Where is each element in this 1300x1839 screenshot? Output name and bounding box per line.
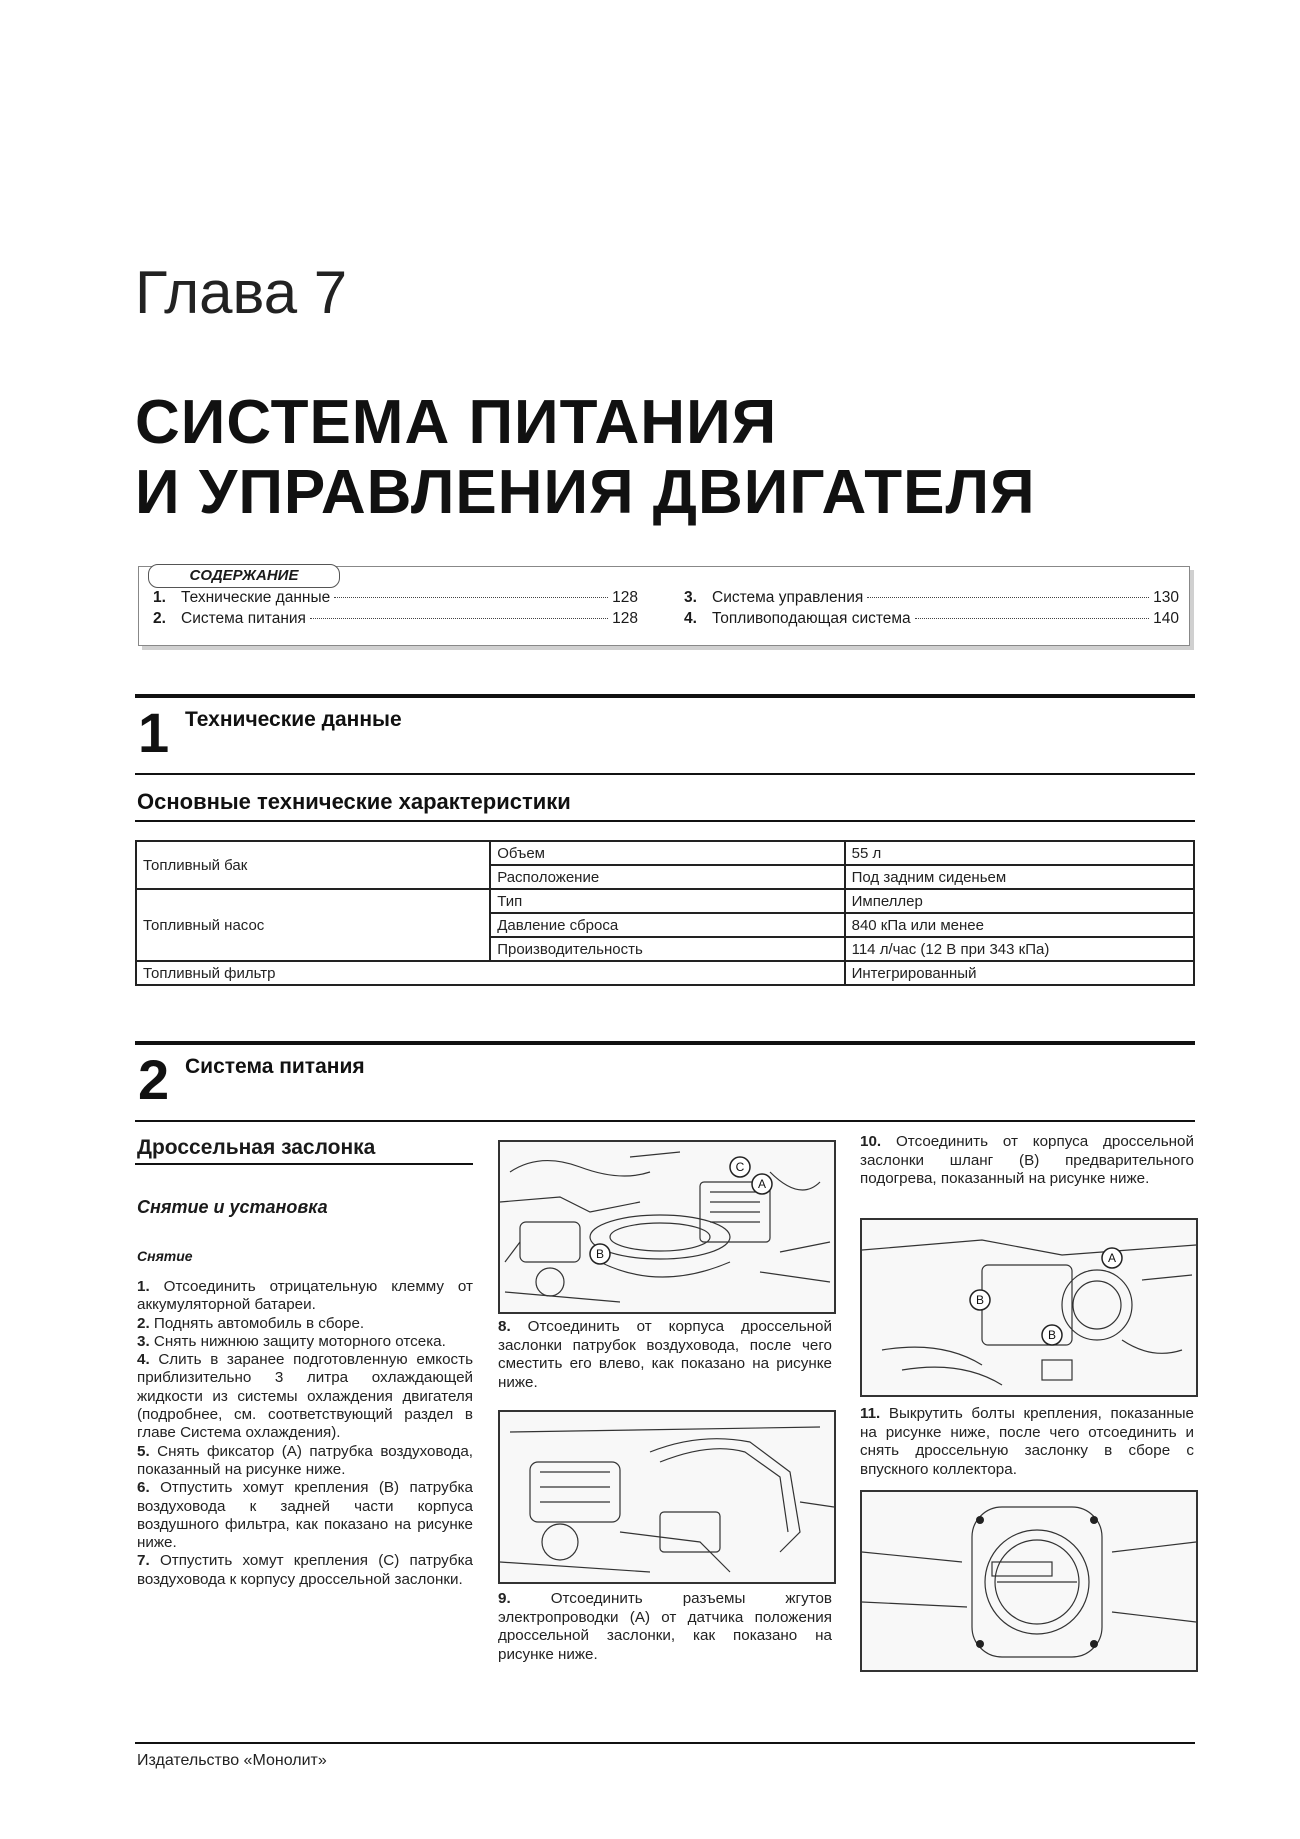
spec-value: 114 л/час (12 В при 343 кПа)	[845, 937, 1194, 961]
engine-illustration	[498, 1410, 836, 1584]
toc-item[interactable]: 3. Система управления 130	[684, 589, 1179, 606]
section-divider	[135, 773, 1195, 775]
chapter-title	[135, 388, 1036, 528]
subsection-title: Основные технические характеристики	[137, 789, 571, 814]
spec-value: 55 л	[845, 841, 1194, 865]
chapter-label: Глава 7	[135, 259, 348, 326]
spec-param: Расположение	[490, 865, 844, 889]
spec-value: Импеллер	[845, 889, 1194, 913]
toc-item[interactable]: 2. Система питания 128	[153, 610, 638, 627]
chapter-title-line2: И УПРАВЛЕНИЯ ДВИГАТЕЛЯ	[135, 458, 1036, 527]
section-divider	[135, 694, 1195, 698]
step-item: 4. Слить в заранее подготовленную емкость приблизительно 3 литра охлаждающей жидкости из системы охлаждения двигателя (подробнее, см. соответствующий раздел в главе Система охлаждения).	[137, 1351, 473, 1442]
spec-param: Производительность	[490, 937, 844, 961]
spec-param: Давление сброса	[490, 913, 844, 937]
callout-c: C	[735, 1160, 745, 1174]
step-item: 5. Снять фиксатор (А) патрубка воздуховода, показанный на рисунке ниже.	[137, 1442, 473, 1478]
toc-item[interactable]: 4. Топливоподающая система 140	[684, 610, 1179, 627]
spec-row-label: Топливный бак	[136, 841, 490, 889]
section-number: 2	[138, 1048, 170, 1111]
engine-illustration	[860, 1218, 1198, 1397]
spec-value: 840 кПа или менее	[845, 913, 1194, 937]
callout-b: B	[1047, 1328, 1057, 1342]
step-item: 1. Отсоединить отрицательную клемму от аккумуляторной батареи.	[137, 1278, 473, 1314]
step-item: 11. Выкрутить болты крепления, показанные на рисунке ниже, после чего отсоединить и снять дроссельную заслонку в сборе с впускного коллектора.	[860, 1405, 1194, 1478]
chapter-title-line1: СИСТЕМА ПИТАНИЯ	[135, 388, 778, 457]
section-number: 1	[138, 701, 170, 764]
spec-table	[135, 840, 1195, 986]
step-item: 2. Поднять автомобиль в сборе.	[137, 1314, 365, 1332]
subsection-divider	[135, 820, 1195, 822]
step-item: 10. Отсоединить от корпуса дроссельной заслонки шланг (В) предварительного подогрева, показанный на рисунке ниже.	[860, 1133, 1194, 1187]
procedure-title: Снятие и установка	[137, 1197, 328, 1217]
step-item: 6. Отпустить хомут крепления (В) патрубка воздуховода к задней части корпуса воздушного фильтра, как показано на рисунке ниже.	[137, 1479, 473, 1552]
section-title: Технические данные	[185, 708, 402, 731]
spec-value: Интегрированный	[845, 961, 1194, 985]
callout-b: B	[975, 1293, 985, 1307]
callout-a: A	[1107, 1251, 1117, 1265]
step-item: 3. Снять нижнюю защиту моторного отсека.	[137, 1332, 446, 1350]
steps-list	[137, 1278, 473, 1589]
engine-drawing	[500, 1142, 834, 1312]
spec-row-label: Топливный фильтр	[136, 961, 845, 985]
engine-drawing	[500, 1412, 834, 1582]
procedure-subtitle: Снятие	[137, 1248, 193, 1264]
callout-b: B	[595, 1247, 605, 1261]
footer-divider	[135, 1742, 1195, 1744]
publisher-footer: Издательство «Монолит»	[137, 1752, 327, 1769]
spec-param: Тип	[490, 889, 844, 913]
section-title: Система питания	[185, 1055, 365, 1078]
spec-row-label: Топливный насос	[136, 889, 490, 961]
callout-a: A	[757, 1177, 767, 1191]
subsection-title: Дроссельная заслонка	[137, 1136, 376, 1159]
section-divider	[135, 1041, 1195, 1045]
toc-item[interactable]: 1. Технические данные 128	[153, 589, 638, 606]
contents-heading: СОДЕРЖАНИЕ	[148, 564, 340, 588]
engine-illustration	[860, 1490, 1198, 1672]
subsection-divider	[135, 1163, 473, 1165]
step-item: 8. Отсоединить от корпуса дроссельной заслонки патрубок воздуховода, после чего сместить его влево, как показано на рисунке ниже.	[498, 1318, 832, 1391]
engine-illustration	[498, 1140, 836, 1314]
spec-value: Под задним сиденьем	[845, 865, 1194, 889]
step-item: 9. Отсоединить разъемы жгутов электропроводки (А) от датчика положения дроссельной заслонки, как показано на рисунке ниже.	[498, 1590, 832, 1663]
section-divider	[135, 1120, 1195, 1122]
engine-drawing	[862, 1492, 1196, 1670]
engine-drawing	[862, 1220, 1196, 1395]
spec-param: Объем	[490, 841, 844, 865]
step-item: 7. Отпустить хомут крепления (С) патрубка воздуховода к корпусу дроссельной заслонки.	[137, 1552, 473, 1588]
